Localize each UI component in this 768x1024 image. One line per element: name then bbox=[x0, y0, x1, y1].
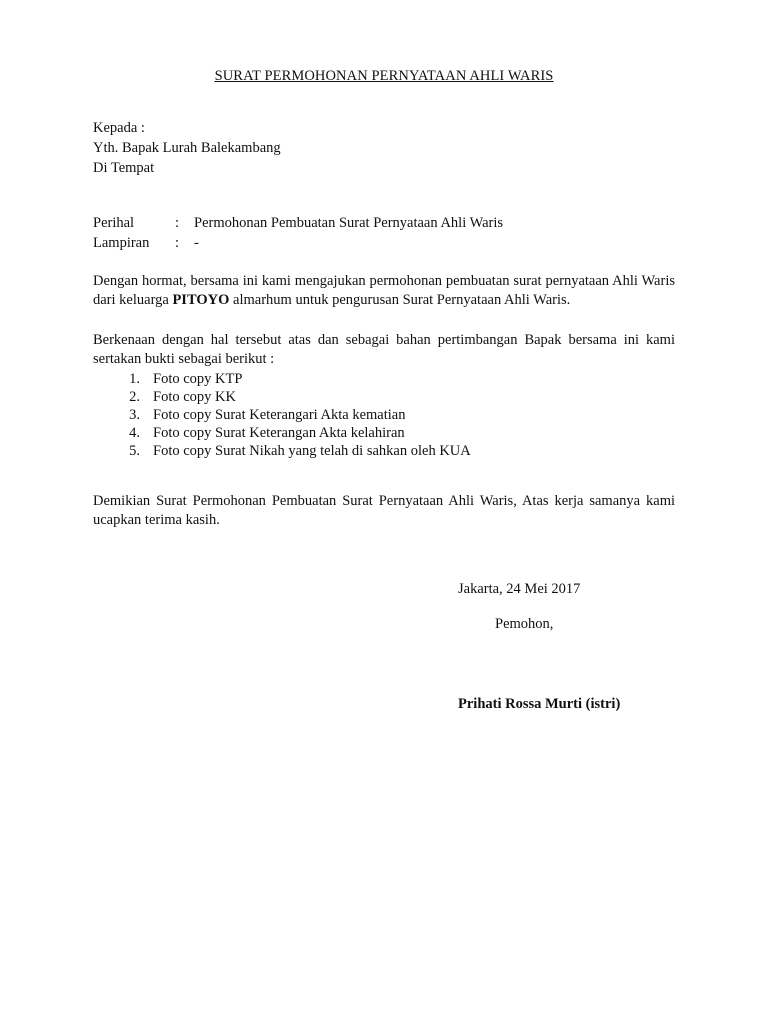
perihal-row bbox=[93, 214, 503, 234]
list-item-number: 1. bbox=[129, 371, 140, 387]
recipient-line-2: Yth. Bapak Lurah Balekambang bbox=[93, 140, 281, 156]
list-item bbox=[93, 370, 471, 388]
list-item-number: 5. bbox=[129, 443, 140, 459]
opening-text: Dengan hormat, bersama ini kami mengajukan permohonan pembuatan surat pernyataan Ahli Waris dari keluarga bbox=[93, 273, 675, 308]
document-title: SURAT PERMOHONAN PERNYATAAN AHLI WARIS bbox=[214, 68, 554, 84]
list-item bbox=[93, 424, 471, 442]
list-item-number: 2. bbox=[129, 389, 140, 405]
lampiran-colon: : bbox=[175, 235, 180, 251]
lampiran-row bbox=[93, 234, 503, 254]
list-item bbox=[93, 442, 471, 460]
applicant-label: Pemohon, bbox=[495, 616, 554, 632]
recipient-line-1: Kepada : bbox=[93, 120, 145, 136]
deceased-name: PITOYO bbox=[172, 292, 230, 308]
place-date: Jakarta, 24 Mei 2017 bbox=[458, 581, 581, 597]
opening-paragraph bbox=[93, 272, 675, 310]
perihal-value: Permohonan Pembuatan Surat Pernyataan Ahli Waris bbox=[194, 215, 504, 231]
closing-paragraph: Demikian Surat Permohonan Pembuatan Surat Pernyataan Ahli Waris, Atas kerja samanya kami ucapkan terima kasih. bbox=[93, 493, 675, 528]
list-item-text: Foto copy Surat Keterangari Akta kematian bbox=[153, 407, 406, 423]
lampiran-label: Lampiran bbox=[93, 235, 150, 251]
recipient-line-3: Di Tempat bbox=[93, 160, 155, 176]
lampiran-value: - bbox=[194, 235, 199, 251]
perihal-colon: : bbox=[175, 215, 180, 231]
recipient-block bbox=[93, 119, 281, 179]
list-item bbox=[93, 388, 471, 406]
list-item-text: Foto copy Surat Nikah yang telah di sahkan oleh KUA bbox=[153, 443, 471, 459]
list-item-text: Foto copy Surat Keterangan Akta kelahiran bbox=[153, 425, 405, 441]
list-item bbox=[93, 406, 471, 424]
evidence-paragraph: Berkenaan dengan hal tersebut atas dan sebagai bahan pertimbangan Bapak bersama ini kami sertakan bukti sebagai berikut : bbox=[93, 332, 675, 367]
signer-name: Prihati Rossa Murti (istri) bbox=[458, 696, 621, 712]
list-item-text: Foto copy KTP bbox=[153, 371, 243, 387]
list-item-number: 4. bbox=[129, 425, 140, 441]
perihal-label: Perihal bbox=[93, 215, 135, 231]
attachment-list bbox=[93, 370, 471, 460]
opening-text-end: almarhum untuk pengurusan Surat Pernyataan Ahli Waris. bbox=[229, 292, 571, 308]
letter-meta bbox=[93, 214, 503, 254]
list-item-text: Foto copy KK bbox=[153, 389, 236, 405]
list-item-number: 3. bbox=[129, 407, 140, 423]
